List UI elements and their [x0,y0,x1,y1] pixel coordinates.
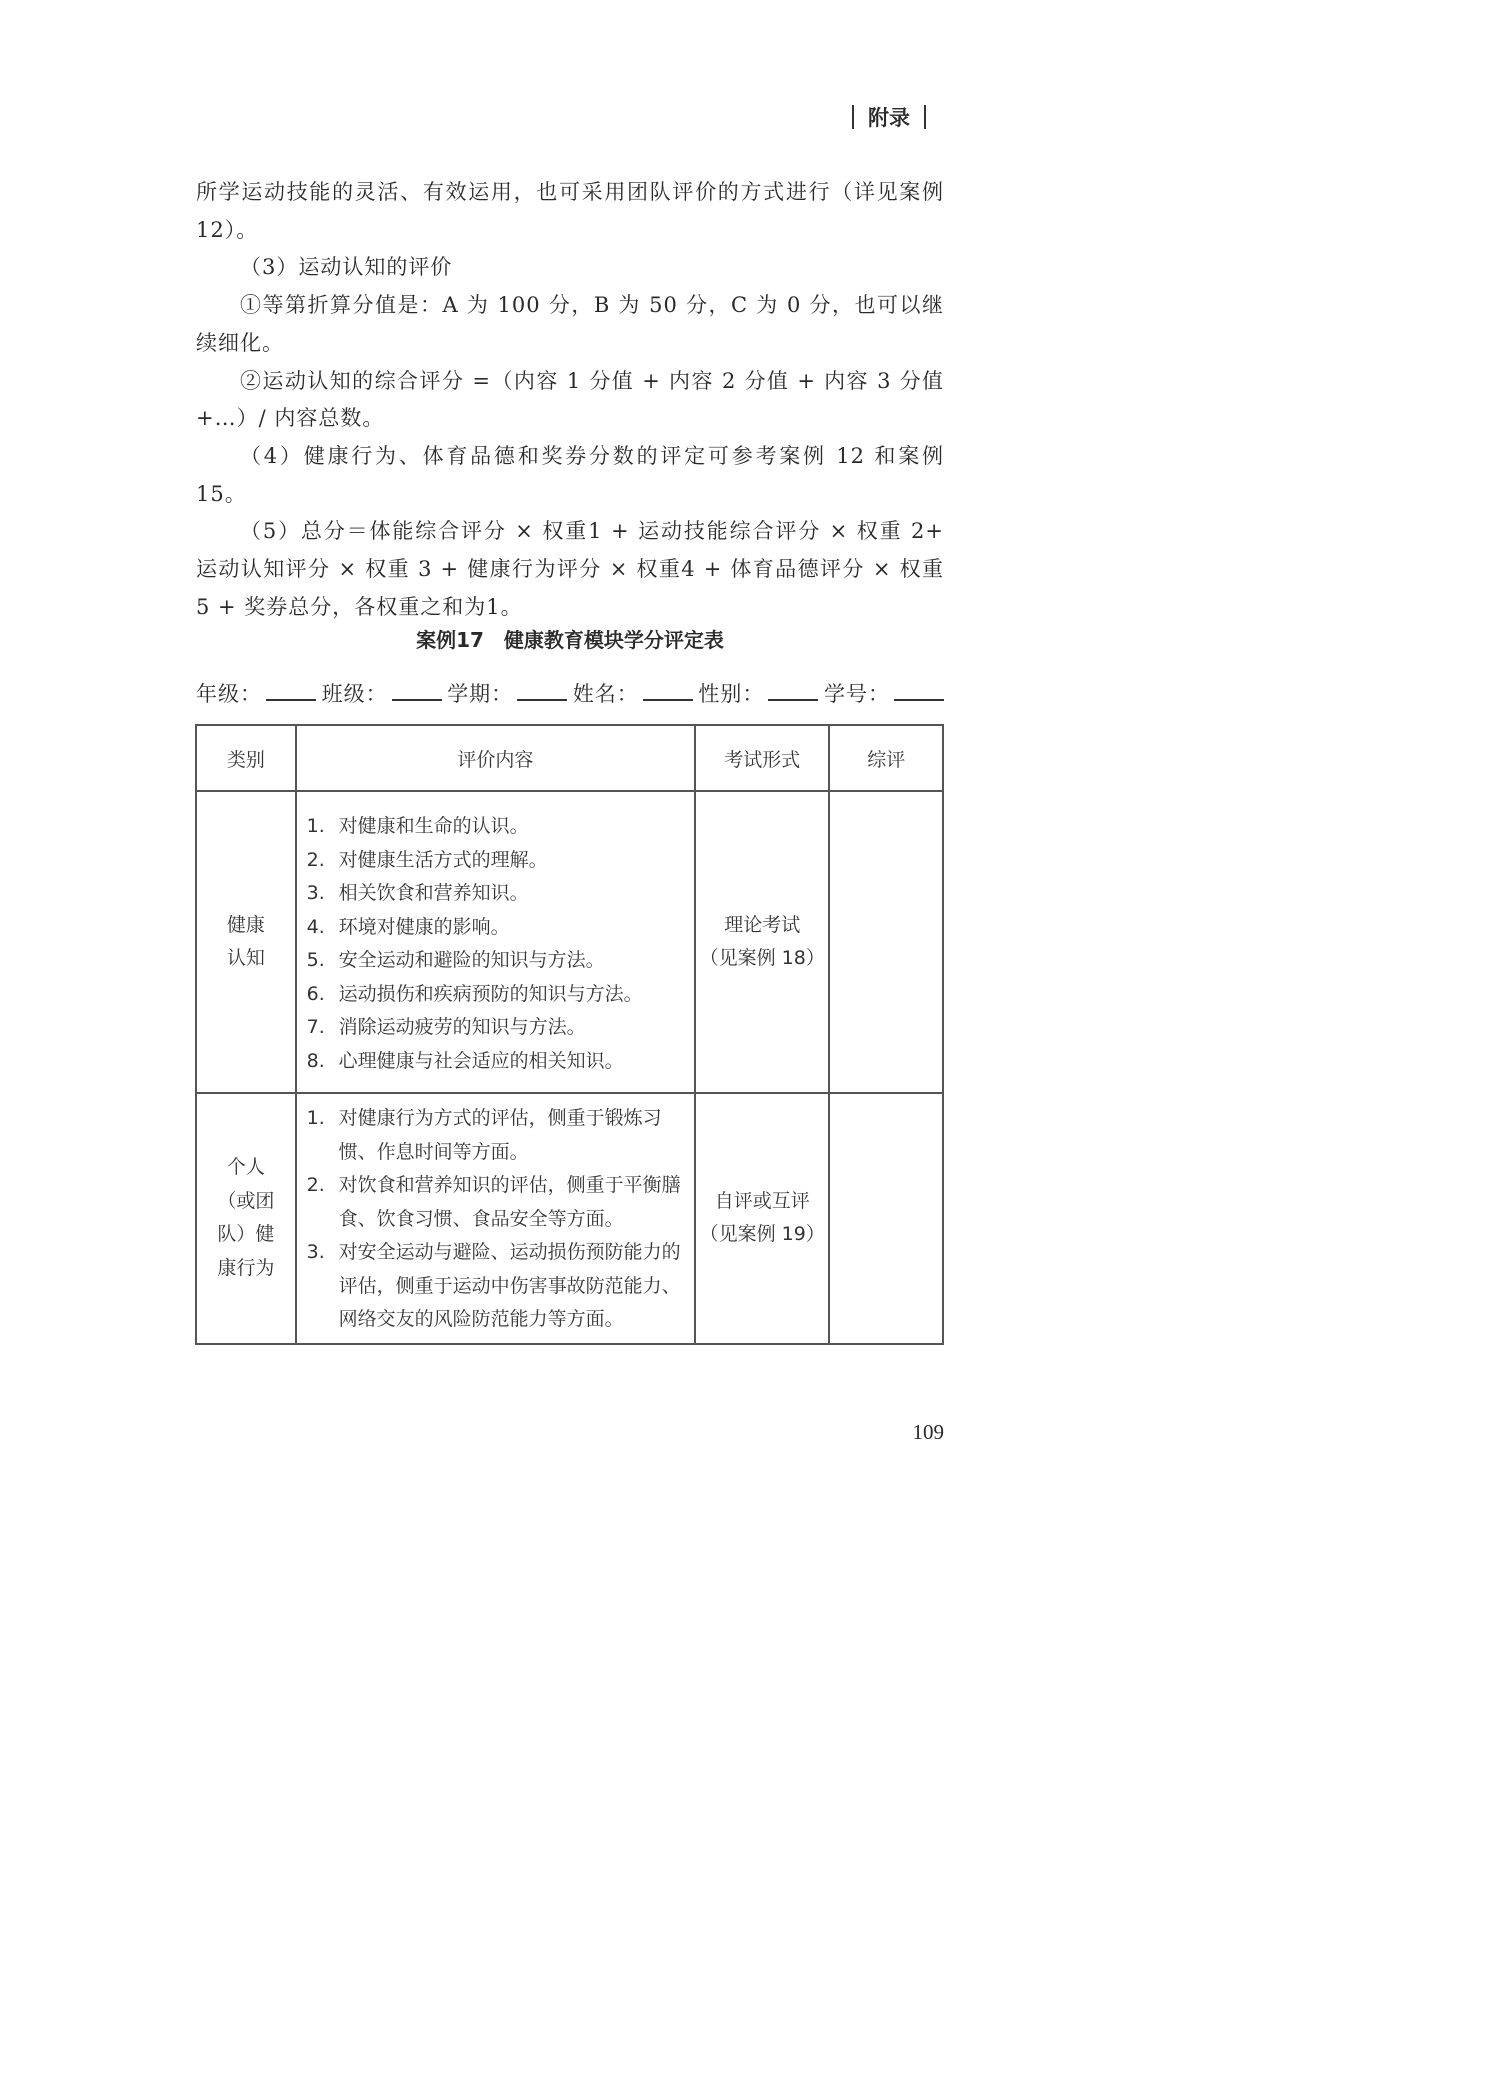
overall-cell [829,791,943,1093]
paragraph: （3）运动认知的评价 [240,255,453,280]
category-cell: 健康 认知 [196,791,296,1093]
table-row [196,791,943,1093]
header-category: 类别 [196,725,296,791]
grade-blank [266,681,316,701]
header-content: 评价内容 [296,725,695,791]
list-item: 5. 安全运动和避险的知识与方法。 [306,949,605,971]
list-item: 4. 环境对健康的影响。 [306,915,510,938]
list-item: 7. 消除运动疲劳的知识与方法。 [306,1016,586,1038]
content-cell [296,791,695,1093]
header-section-label: 附录 [868,106,910,130]
overall-cell [829,1093,943,1344]
header-divider-left [852,105,854,129]
list-item: 3. 相关饮食和营养知识。 [306,882,529,904]
paragraph: ②运动认知的综合评分 =（内容 1 分值 + 内容 2 分值 + 内容 3 分值 +…）/ 内容总数。 [196,368,944,431]
list-item: 2. 对健康生活方式的理解。 [306,848,548,871]
student-id-field: 学号： [824,678,944,708]
list-item: 6. 运动损伤和疾病预防的知识与方法。 [306,982,643,1005]
running-header [852,102,952,132]
student-info-fields [196,678,944,708]
class-blank [392,681,442,701]
exam-form-cell: 理论考试 （见案例 18） [695,791,830,1093]
student-id-blank [894,681,944,701]
list-item: 3. 对安全运动与避险、运动损伤预防能力的评估，侧重于运动中伤害事故防范能力、网络交友的风险防范能力等方面。 [306,1241,681,1330]
category-cell: 个人 （或团 队）健 康行为 [196,1093,296,1344]
table-row [196,1093,943,1344]
table-header-row [196,725,943,791]
list-item: 1. 对健康行为方式的评估，侧重于锻炼习惯、作息时间等方面。 [306,1107,662,1163]
class-field: 班级： [322,678,442,708]
name-field: 姓名： [573,678,693,708]
body-text [196,174,944,626]
case-title: 案例17 健康教育模块学分评定表 [416,628,724,652]
paragraph: （5）总分＝体能综合评分 × 权重1 + 运动技能综合评分 × 权重 2+ 运动认知评分 × 权重 3 + 健康行为评分 × 权重4 + 体育品德评分 × 权重5 + 奖券总分，各权重之和为1。 [196,519,944,619]
paragraph: 所学运动技能的灵活、有效运用，也可采用团队评价的方式进行（详见案例 12）。 [196,180,944,242]
paragraph: ①等第折算分值是：A 为 100 分，B 为 50 分，C 为 0 分，也可以继续细化。 [196,293,944,355]
header-exam-form: 考试形式 [695,725,830,791]
list-item: 2. 对饮食和营养知识的评估，侧重于平衡膳食、饮食习惯、食品安全等方面。 [306,1174,681,1230]
header-overall: 综评 [829,725,943,791]
header-divider-right [924,105,926,129]
content-list [297,1094,694,1343]
term-field: 学期： [447,678,567,708]
list-item: 1. 对健康和生命的认识。 [306,815,529,837]
term-blank [517,681,567,701]
content-cell [296,1093,695,1344]
paragraph: （4）健康行为、体育品德和奖券分数的评定可参考案例 12 和案例 15。 [196,443,944,506]
grade-field: 年级： [196,678,316,708]
content-list [297,792,694,1092]
gender-blank [768,681,818,701]
evaluation-table [195,724,944,1345]
page-number: 109 [912,1420,944,1444]
gender-field: 性别： [698,678,818,708]
exam-form-cell: 自评或互评 （见案例 19） [695,1093,830,1344]
list-item: 8. 心理健康与社会适应的相关知识。 [306,1049,624,1072]
name-blank [643,681,693,701]
